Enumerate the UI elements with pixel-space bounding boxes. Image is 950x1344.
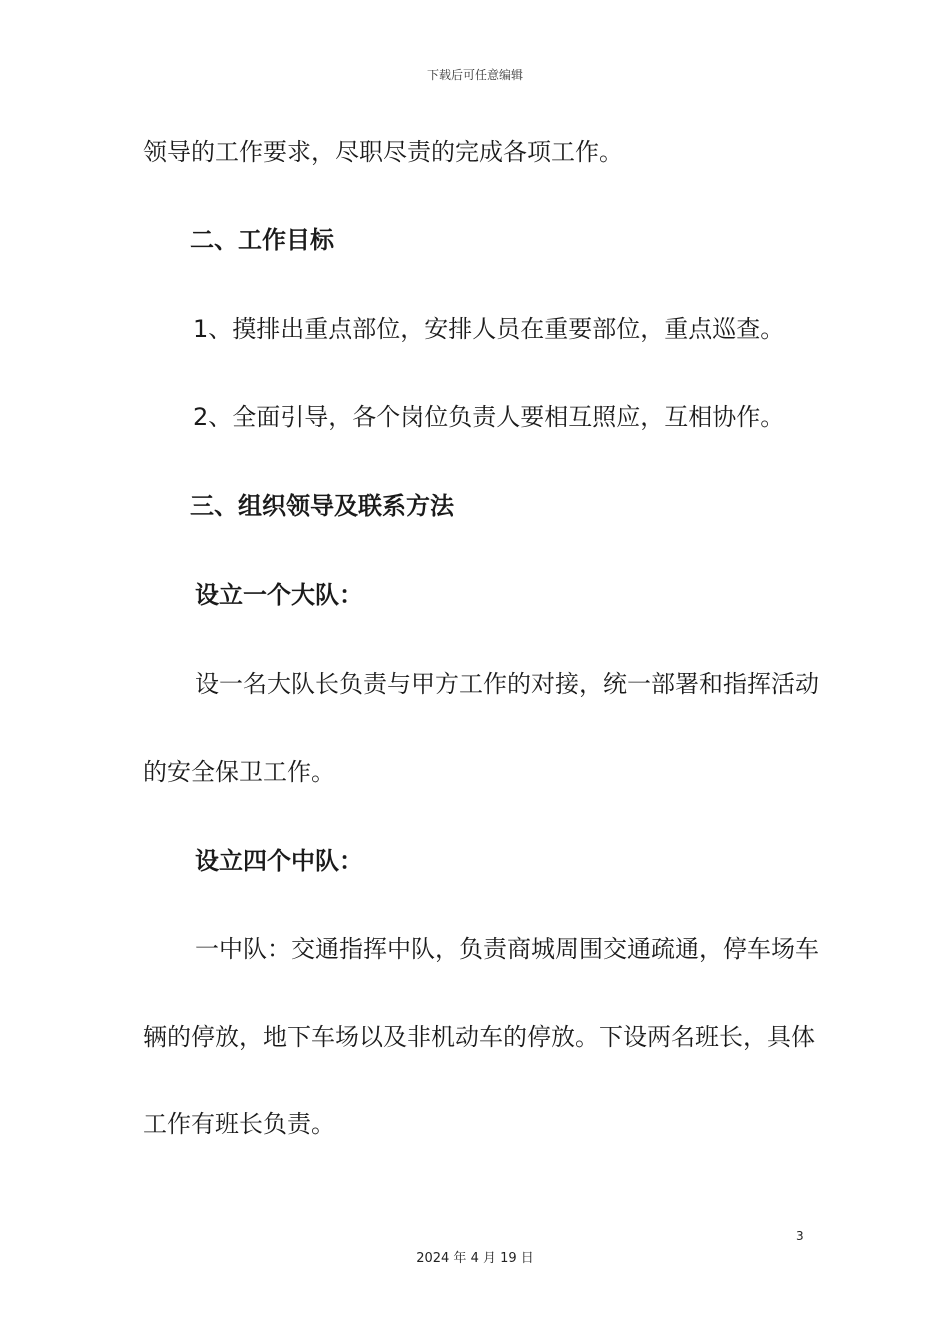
goal-item-2: 2、全面引导，各个岗位负责人要相互照应，互相协作。 — [193, 403, 785, 431]
body-line-continuation: 领导的工作要求，尽职尽责的完成各项工作。 — [143, 138, 623, 166]
subheading-squadrons: 设立四个中队： — [195, 847, 363, 875]
subheading-brigade: 设立一个大队： — [195, 581, 363, 609]
section-heading-organization: 三、组织领导及联系方法 — [190, 492, 454, 520]
squadron-1-line-2: 辆的停放，地下车场以及非机动车的停放。下设两名班长，具体 — [143, 1023, 815, 1051]
page-header: 下载后可任意编辑 — [426, 68, 523, 82]
page-footer-date: 2024 年 4 月 19 日 — [416, 1251, 534, 1266]
page-number: 3 — [796, 1229, 804, 1243]
squadron-1-line-3: 工作有班长负责。 — [143, 1110, 335, 1138]
squadron-1-line-1: 一中队：交通指挥中队，负责商城周围交通疏通，停车场车 — [195, 935, 819, 963]
section-heading-goals: 二、工作目标 — [190, 226, 334, 254]
goal-item-1: 1、摸排出重点部位，安排人员在重要部位，重点巡查。 — [193, 315, 785, 343]
brigade-paragraph-line-1: 设一名大队长负责与甲方工作的对接，统一部署和指挥活动 — [195, 670, 819, 698]
brigade-paragraph-line-2: 的安全保卫工作。 — [143, 758, 335, 786]
